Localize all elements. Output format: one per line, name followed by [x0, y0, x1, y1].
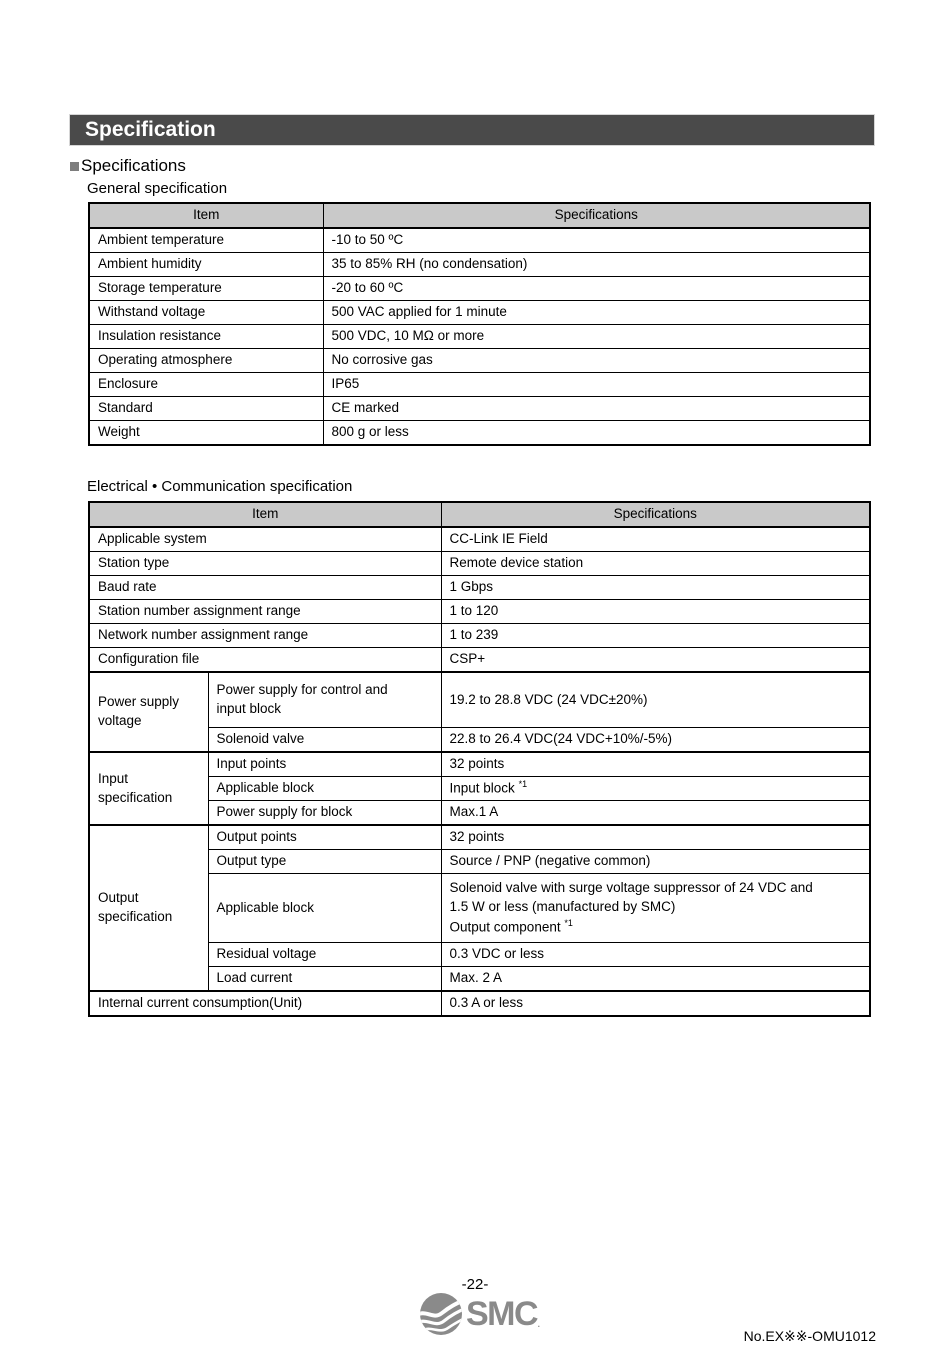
spec-item-cell: Power supply for control and input block — [208, 672, 441, 728]
spec-value-cell: 1 to 239 — [441, 624, 870, 648]
spec-value-cell: CC-Link IE Field — [441, 527, 870, 552]
spec-item-cell: Solenoid valve — [208, 728, 441, 753]
spec-item-cell: Weight — [89, 421, 323, 446]
spec-value-cell: 0.3 A or less — [441, 991, 870, 1016]
spec-item-cell: Baud rate — [89, 576, 441, 600]
general-table-body — [89, 228, 870, 445]
table-row — [89, 624, 870, 648]
spec-item-cell: Insulation resistance — [89, 325, 323, 349]
spec-value-cell: 22.8 to 26.4 VDC(24 VDC+10%/-5%) — [441, 728, 870, 753]
spec-value-cell: 0.3 VDC or less — [441, 943, 870, 967]
spec-value-cell: 800 g or less — [323, 421, 870, 446]
spec-item-cell: Standard — [89, 397, 323, 421]
spec-item-cell: Internal current consumption(Unit) — [89, 991, 441, 1016]
spec-group-cell: Input specification — [89, 752, 208, 825]
spec-value-cell: 1 Gbps — [441, 576, 870, 600]
page-number: -22- — [461, 1276, 489, 1293]
spec-value-cell: Source / PNP (negative common) — [441, 850, 870, 874]
table-row — [89, 228, 870, 253]
section-heading — [70, 156, 186, 176]
smc-logo-text: SMC — [466, 1295, 538, 1333]
general-table-caption: General specification — [87, 180, 228, 197]
spec-value-cell: Remote device station — [441, 552, 870, 576]
spec-group-cell: Output specification — [89, 825, 208, 991]
column-header-item: Item — [89, 502, 441, 527]
spec-value-cell: -20 to 60 ºC — [323, 277, 870, 301]
spec-value-cell: CSP+ — [441, 648, 870, 673]
spec-item-cell: Withstand voltage — [89, 301, 323, 325]
table-row — [89, 600, 870, 624]
spec-item-cell: Enclosure — [89, 373, 323, 397]
spec-item-cell: Output points — [208, 825, 441, 850]
spec-item-cell: Ambient humidity — [89, 253, 323, 277]
table-header-row — [89, 203, 870, 228]
document-number: No.EX※※-OMU1012 — [743, 1328, 876, 1344]
spec-value-cell: 19.2 to 28.8 VDC (24 VDC±20%) — [441, 672, 870, 728]
spec-value-cell: 32 points — [441, 752, 870, 777]
general-table-header — [89, 203, 870, 228]
spec-item-cell: Residual voltage — [208, 943, 441, 967]
column-header-specifications: Specifications — [441, 502, 870, 527]
table-header-row — [89, 502, 870, 527]
footnote-marker: *1 — [518, 779, 528, 790]
table-row — [89, 325, 870, 349]
spec-item-cell: Load current — [208, 967, 441, 992]
smc-globe-icon — [418, 1291, 464, 1337]
spec-item-cell: Configuration file — [89, 648, 441, 673]
spec-value-cell: 500 VAC applied for 1 minute — [323, 301, 870, 325]
table-row — [89, 648, 870, 673]
spec-item-cell: Applicable block — [208, 874, 441, 943]
page-title: Specification — [70, 115, 874, 145]
spec-value-cell: Solenoid valve with surge voltage suppressor of 24 VDC and 1.5 W or less (manufactured by SMC) Output component $^{*1}$ — [441, 874, 870, 943]
table-row — [89, 277, 870, 301]
smc-logo — [418, 1291, 540, 1337]
table-row — [89, 421, 870, 446]
section-heading-label: Specifications — [81, 156, 186, 175]
spec-item-cell: Ambient temperature — [89, 228, 323, 253]
spec-value-cell: Max. 2 A — [441, 967, 870, 992]
spec-item-cell: Power supply for block — [208, 801, 441, 826]
electrical-table-header — [89, 502, 870, 527]
spec-value-cell: -10 to 50 ºC — [323, 228, 870, 253]
spec-item-cell: Network number assignment range — [89, 624, 441, 648]
spec-value-cell: 32 points — [441, 825, 870, 850]
column-header-specifications: Specifications — [323, 203, 870, 228]
table-row — [89, 991, 870, 1016]
table-row — [89, 253, 870, 277]
spec-item-cell: Output type — [208, 850, 441, 874]
table-row — [89, 576, 870, 600]
spec-item-cell: Applicable system — [89, 527, 441, 552]
table-row — [89, 672, 870, 728]
spec-item-cell: Applicable block — [208, 777, 441, 801]
table-row — [89, 301, 870, 325]
spec-group-cell: Power supply voltage — [89, 672, 208, 752]
spec-item-cell: Station type — [89, 552, 441, 576]
smc-logo-dot: . — [537, 1316, 541, 1330]
square-bullet-icon — [70, 162, 79, 171]
spec-value-cell: 35 to 85% RH (no condensation) — [323, 253, 870, 277]
electrical-table-caption: Electrical • Communication specification — [87, 478, 353, 495]
spec-item-cell: Input points — [208, 752, 441, 777]
table-row — [89, 552, 870, 576]
table-row — [89, 397, 870, 421]
table-row — [89, 373, 870, 397]
spec-value-cell: 500 VDC, 10 MΩ or more — [323, 325, 870, 349]
spec-item-cell: Storage temperature — [89, 277, 323, 301]
electrical-table-body — [89, 527, 870, 1016]
table-row — [89, 349, 870, 373]
spec-item-cell: Station number assignment range — [89, 600, 441, 624]
spec-value-cell: 1 to 120 — [441, 600, 870, 624]
spec-item-cell: Operating atmosphere — [89, 349, 323, 373]
electrical-communication-specification-table — [88, 501, 871, 1017]
table-row — [89, 752, 870, 777]
spec-value-cell: Input block $^{*1}$ — [441, 777, 870, 801]
spec-value-cell: IP65 — [323, 373, 870, 397]
footnote-marker: *1 — [564, 917, 573, 928]
spec-value-cell: Max.1 A — [441, 801, 870, 826]
spec-value-cell: No corrosive gas — [323, 349, 870, 373]
table-row — [89, 825, 870, 850]
table-row — [89, 527, 870, 552]
spec-value-cell: CE marked — [323, 397, 870, 421]
general-specification-table — [88, 202, 871, 446]
column-header-item: Item — [89, 203, 323, 228]
